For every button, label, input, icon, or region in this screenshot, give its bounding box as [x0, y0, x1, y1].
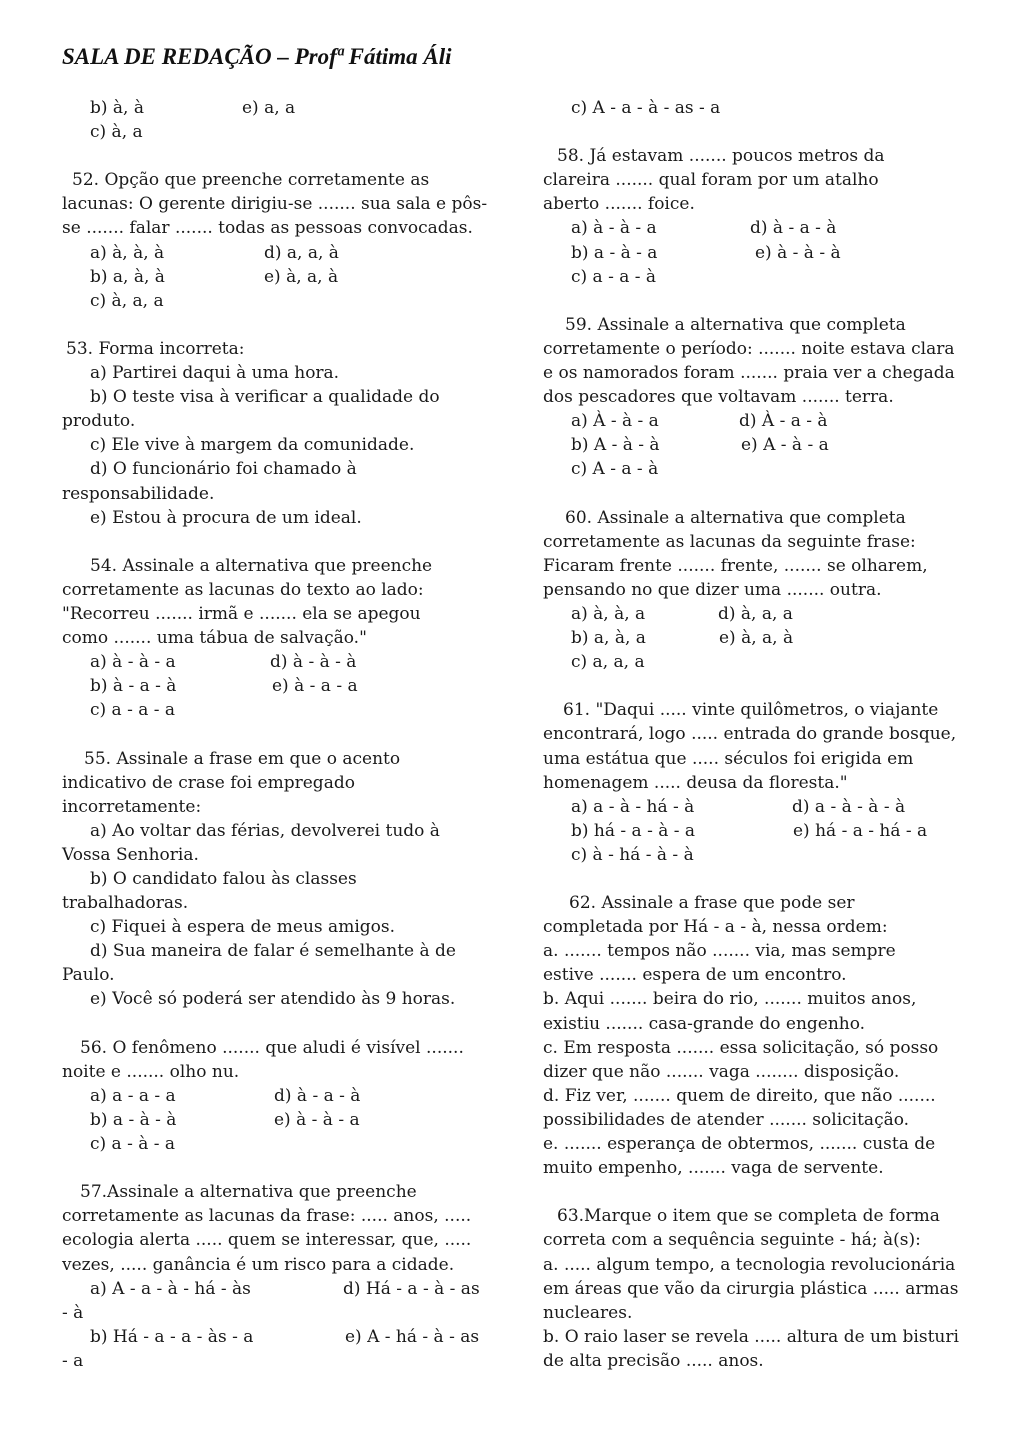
q62-item-e-cont: muito empenho, ....... vaga de servente.: [543, 1158, 884, 1179]
q63-item-a-cont: nucleares.: [543, 1302, 633, 1323]
q62-item-c: c. Em resposta ....... essa solicitação, só posso: [543, 1037, 939, 1058]
q53-option-d-cont: responsabilidade.: [62, 483, 215, 504]
q52-options-be: [62, 265, 482, 289]
q63-item-a: a. ..... algum tempo, a tecnologia revolucionária: [543, 1254, 956, 1275]
q57-option-b: b) Há - a - a - às - a: [90, 1326, 254, 1347]
q55-text: 55. Assinale a frase em que o acento: [84, 748, 401, 769]
q55-option-e: e) Você só poderá ser atendido às 9 horas.: [90, 989, 456, 1010]
q55-option-c: c) Fiquei à espera de meus amigos.: [90, 917, 395, 938]
q61-option-e: e) há - a - há - a: [793, 820, 928, 841]
q56-text: noite e ....... olho nu.: [62, 1061, 240, 1082]
q55-option-b-cont: trabalhadoras.: [62, 893, 189, 914]
q61-text: 61. "Daqui ..... vinte quilômetros, o viajante: [563, 700, 939, 721]
q59-text: 59. Assinale a alternativa que completa: [565, 314, 906, 335]
q54-text: corretamente as lacunas do texto ao lado:: [62, 579, 424, 600]
q55-option-a-cont: Vossa Senhoria.: [62, 844, 199, 865]
q52-option-b: b) a, à, à: [90, 266, 165, 287]
q63-text: 63.Marque o item que se completa de forma: [557, 1206, 940, 1227]
q53-option-e: e) Estou à procura de um ideal.: [90, 507, 362, 528]
q57-options-ad: [62, 1277, 482, 1301]
q59-option-a: a) À - à - a: [571, 411, 659, 432]
q59-option-b: b) A - à - à: [571, 435, 660, 456]
q58-options-ad: [543, 216, 963, 240]
q56-option-d: d) à - a - à: [274, 1085, 361, 1106]
q60-option-e: e) à, a, à: [719, 628, 794, 649]
q53-title: 53. Forma incorreta:: [66, 338, 245, 359]
q60-option-d: d) à, a, a: [718, 603, 793, 624]
q60-option-b: b) a, à, a: [571, 628, 646, 649]
q60-text: Ficaram frente ....... frente, ....... se olharem,: [543, 555, 928, 576]
q61-options-ad: [543, 795, 963, 819]
q62-item-a: a. ....... tempos não ....... via, mas sempre: [543, 941, 896, 962]
q60-options-be: [543, 626, 963, 650]
q62-text: 62. Assinale a frase que pode ser: [569, 893, 855, 914]
q57-text: 57.Assinale a alternativa que preenche: [80, 1182, 417, 1203]
q51-option-c: c) à, a: [90, 122, 143, 143]
q61-option-c: c) à - há - à - à: [571, 844, 694, 865]
q55-option-b: b) O candidato falou às classes: [90, 869, 357, 889]
q62-item-b: b. Aqui ....... beira do rio, ....... muitos anos,: [543, 989, 917, 1010]
q54-options-be: [62, 674, 482, 698]
q58-text: aberto ....... foice.: [543, 194, 695, 215]
q60-text: pensando no que dizer uma ....... outra.: [543, 579, 882, 600]
q57-option-ad-cont: - à: [62, 1302, 84, 1323]
q54-option-e: e) à - a - a: [272, 676, 358, 697]
q62-text: completada por Há - a - à, nessa ordem:: [543, 917, 888, 938]
q55-option-a: a) Ao voltar das férias, devolverei tudo à: [90, 820, 440, 841]
q55-text: incorretamente:: [62, 796, 202, 817]
left-column: [62, 96, 488, 1373]
q59-text: corretamente o período: ....... noite estava clara: [543, 338, 955, 359]
q57-option-d: d) Há - a - à - as: [343, 1278, 480, 1299]
q54-option-b: b) à - a - à: [90, 676, 177, 697]
q51-option-b: b) à, à: [90, 98, 144, 118]
q56-option-a: a) a - a - a: [90, 1085, 176, 1106]
q54-text: como ....... uma tábua de salvação.": [62, 628, 367, 649]
q57-text: corretamente as lacunas da frase: ..... anos, .....: [62, 1206, 472, 1227]
q60-options-ad: [543, 602, 963, 626]
q58-option-a: a) à - à - a: [571, 218, 657, 239]
q54-options-ad: [62, 650, 482, 674]
q51-options-be: [62, 96, 482, 120]
q58-text: clareira ....... qual foram por um atalho: [543, 170, 879, 191]
q58-option-c: c) a - a - à: [571, 266, 657, 287]
q62-item-e: e. ....... esperança de obtermos, ....... custa de: [543, 1134, 936, 1155]
q52-text: lacunas: O gerente dirigiu-se ....... sua sala e pôs-: [62, 194, 488, 215]
q54-text: "Recorreu ....... irmã e ....... ela se apegou: [62, 603, 421, 624]
q63-item-b-cont: de alta precisão ..... anos.: [543, 1350, 764, 1371]
q57-option-a: a) A - a - à - há - às: [90, 1278, 251, 1299]
q62-item-c-cont: dizer que não ....... vaga ........ disposição.: [543, 1061, 900, 1082]
q61-text: homenagem ..... deusa da floresta.": [543, 772, 848, 793]
q58-options-be: [543, 241, 963, 265]
q59-option-d: d) À - a - à: [739, 411, 828, 432]
q56-option-b: b) a - à - à: [90, 1109, 177, 1130]
q56-options-be: [62, 1108, 482, 1132]
q60-text: 60. Assinale a alternativa que completa: [565, 507, 906, 528]
q56-text: 56. O fenômeno ....... que aludi é visível .......: [80, 1037, 464, 1058]
q52-text: se ....... falar ....... todas as pessoas convocadas.: [62, 218, 473, 239]
q56-option-e: e) à - à - a: [274, 1109, 360, 1130]
q60-option-a: a) à, à, a: [571, 603, 646, 624]
q52-text: 52. Opção que preenche corretamente as: [72, 170, 430, 191]
q59-text: e os namorados foram ....... praia ver a chegada: [543, 363, 955, 384]
q56-option-c: c) a - à - a: [90, 1134, 176, 1155]
q55-option-d: d) Sua maneira de falar é semelhante à de: [90, 941, 456, 962]
q54-option-a: a) à - à - a: [90, 652, 176, 673]
q56-options-ad: [62, 1084, 482, 1108]
q53-option-b: b) O teste visa à verificar a qualidade do: [90, 387, 440, 408]
q58-option-d: d) à - a - à: [750, 218, 837, 239]
q61-text: encontrará, logo ..... entrada do grande bosque,: [543, 724, 957, 745]
q53-option-a: a) Partirei daqui à uma hora.: [90, 363, 340, 384]
q52-option-c: c) à, a, a: [90, 290, 164, 311]
q62-item-d-cont: possibilidades de atender ....... solicitação.: [543, 1109, 910, 1130]
q55-option-d-cont: Paulo.: [62, 965, 115, 986]
q61-options-be: [543, 819, 963, 843]
q61-option-d: d) a - à - à - à: [792, 796, 906, 817]
q54-option-d: d) à - à - à: [270, 652, 357, 673]
q59-options-ad: [543, 409, 963, 433]
q62-item-b-cont: existiu ....... casa-grande do engenho.: [543, 1013, 866, 1034]
q58-text: 58. Já estavam ....... poucos metros da: [557, 146, 885, 167]
q59-text: dos pescadores que voltavam ....... terra.: [543, 387, 894, 408]
q59-option-e: e) A - à - a: [741, 435, 829, 456]
q60-text: corretamente as lacunas da seguinte frase:: [543, 531, 916, 552]
q57-options-be: [62, 1325, 482, 1349]
q61-option-b: b) há - a - à - a: [571, 820, 696, 841]
q54-text: 54. Assinale a alternativa que preenche: [90, 555, 433, 576]
q63-item-a-cont: em áreas que vão da cirurgia plástica ..... armas: [543, 1278, 959, 1299]
q63-item-b: b. O raio laser se revela ..... altura de um bisturi: [543, 1326, 959, 1347]
q58-option-b: b) a - à - a: [571, 242, 658, 263]
q51-option-e: e) a, a: [242, 98, 296, 118]
q52-option-a: a) à, à, à: [90, 242, 165, 263]
q53-option-b-cont: produto.: [62, 411, 136, 432]
q61-text: uma estátua que ..... séculos foi erigida em: [543, 748, 914, 769]
q61-option-a: a) a - à - há - à: [571, 796, 695, 817]
q57-text: vezes, ..... ganância é um risco para a cidade.: [62, 1254, 455, 1275]
q52-options-ad: [62, 241, 482, 265]
q63-text: correta com a sequência seguinte - há; à(s):: [543, 1230, 921, 1251]
q52-option-d: d) a, a, à: [264, 242, 339, 263]
q62-item-a-cont: estive ....... espera de um encontro.: [543, 965, 847, 986]
q58-option-e: e) à - à - à: [755, 242, 841, 263]
q62-item-d: d. Fiz ver, ....... quem de direito, que não .......: [543, 1085, 936, 1106]
q54-option-c: c) a - a - a: [90, 700, 176, 721]
right-column: [543, 96, 963, 1373]
q57-option-be-cont: - a: [62, 1350, 84, 1371]
q57-text: ecologia alerta ..... quem se interessar, que, .....: [62, 1230, 472, 1251]
q53-option-c: c) Ele vive à margem da comunidade.: [90, 435, 415, 456]
page-header: SALA DE REDAÇÃO – Profª Fátima Áli: [62, 44, 452, 69]
q53-option-d: d) O funcionário foi chamado à: [90, 459, 357, 480]
q57-option-c: c) A - a - à - as - a: [571, 98, 721, 118]
q57-option-e: e) A - há - à - as: [345, 1326, 480, 1347]
q59-options-be: [543, 433, 963, 457]
q52-option-e: e) à, a, à: [264, 266, 339, 287]
q60-option-c: c) a, a, a: [571, 652, 645, 673]
q55-text: indicativo de crase foi empregado: [62, 772, 355, 793]
q59-option-c: c) A - a - à: [571, 459, 659, 480]
